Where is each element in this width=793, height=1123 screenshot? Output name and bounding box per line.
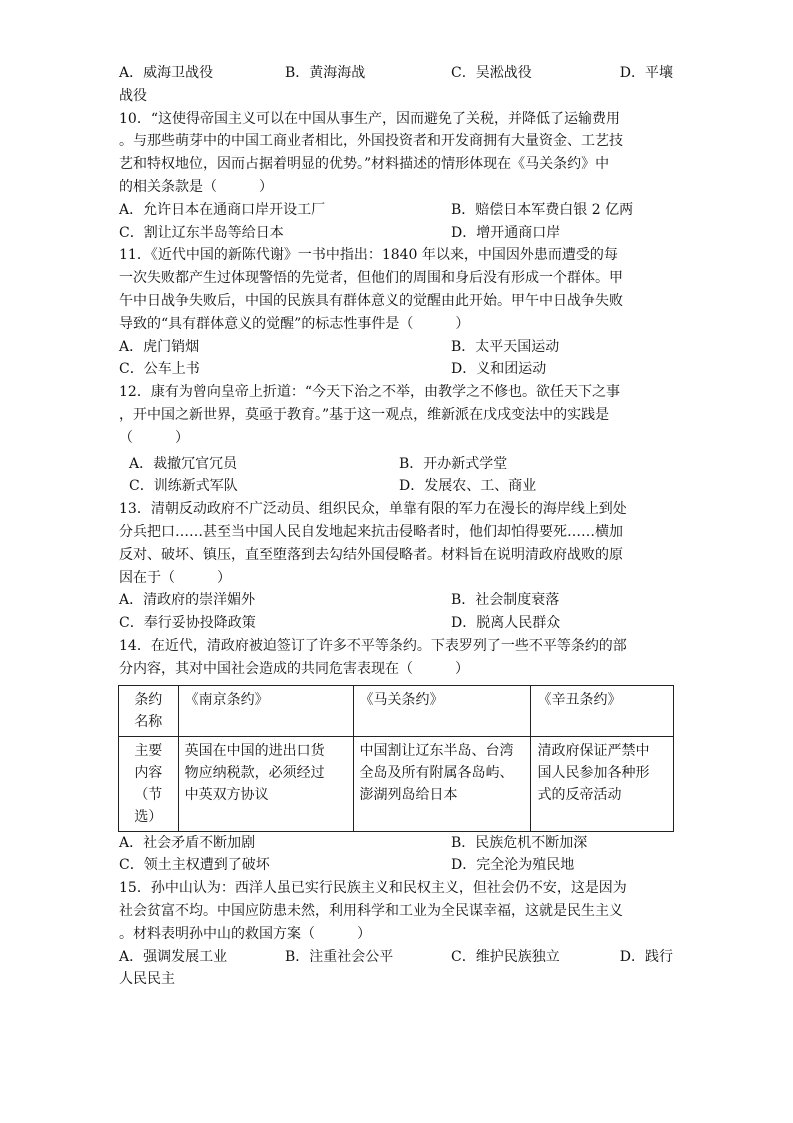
q14-stem-line: 分内容，其对中国社会造成的共同危害表现在（ ） [119,660,469,677]
q14-stem-line: 14．在近代，清政府被迫签订了许多不平等条约。下表罗列了一些不平等条约的部 [119,637,627,654]
question-14 [119,635,673,877]
question-11 [119,244,673,381]
question-10 [119,108,673,245]
q15-option-b[interactable]: B．注重社会公平 [285,948,394,965]
q11-option-d[interactable]: D．义和团运动 [451,361,547,378]
q15-stem-line: 15．孙中山认为：西洋人虽已实行民族主义和民权主义，但社会仍不安，这是因为 [119,880,627,897]
q13-stem-line: 反对、破坏、镇压，直至堕落到去勾结外国侵略者。材料旨在说明清政府战败的原 [119,546,623,563]
q12-option-c[interactable]: C．训练新式军队 [129,478,238,495]
cell-maguan-content [353,736,531,831]
cell-text: 主要 [134,742,163,759]
q15-option-c[interactable]: C．维护民族独立 [451,948,560,965]
cell-text: 国人民参加各种形 [537,764,650,781]
q10-option-b[interactable]: B．赔偿日本军费白银 2 亿两 [451,201,634,218]
table-row [119,685,674,736]
q12-option-b[interactable]: B．开办新式学堂 [399,455,508,472]
cell-nanjing-treaty: 《南京条约》 [178,685,353,736]
q14-option-d[interactable]: D．完全沦为殖民地 [451,857,575,874]
cell-text: 清政府保证严禁中 [537,742,650,759]
cell-maguan-treaty: 《马关条约》 [353,685,531,736]
q9-option-b[interactable]: B．黄海海战 [285,65,366,81]
q14-option-c[interactable]: C．领土主权遭到了破坏 [119,857,270,874]
q13-stem-line: 分兵把口……甚至当中国人民自发地起来抗击侵略者时，他们却怕得要死……横加 [119,523,623,540]
cell-text: （节 [134,786,163,803]
question-13 [119,498,673,635]
q10-option-d[interactable]: D．增开通商口岸 [451,224,561,241]
q13-stem-line: 因在于（ ） [119,569,231,586]
q10-option-c[interactable]: C．割让辽东半岛等给日本 [119,224,284,241]
cell-text: 内容 [134,764,163,781]
cell-xinchou-treaty: 《辛丑条约》 [531,685,674,736]
q10-stem-line: 。与那些萌芽中的中国工商业者相比，外国投资者和开发商拥有大量资金、工艺技 [119,133,623,150]
cell-text: 选） [134,808,163,825]
q12-option-d[interactable]: D．发展农、工、商业 [399,478,537,495]
q9-option-d-continued: 战役 [119,87,147,104]
q9-option-d[interactable]: D．平壤 [619,65,673,81]
q13-option-a[interactable]: A．清政府的崇洋媚外 [119,592,256,609]
q11-stem-line: 午中日战争失败后，中国的民族具有群体意义的觉醒由此开始。甲午中日战争失败 [119,292,623,309]
cell-text: 物应纳税款，必须经过 [184,764,325,781]
q12-stem-line: （ ） [119,429,189,446]
cell-text: 式的反帝活动 [537,786,622,803]
q15-option-a[interactable]: A．强调发展工业 [119,948,228,965]
q13-option-d[interactable]: D．脱离人民群众 [451,615,561,632]
q9-option-c[interactable]: C．吴淞战役 [451,65,532,81]
q11-stem-line: 11．《近代中国的新陈代谢》一书中指出：1840 年以来，中国因外患而遭受的每 [119,247,618,264]
q11-stem-line: 导致的“具有群体意义的觉醒”的标志性事件是（ ） [119,315,470,332]
q12-stem-line: 12．康有为曾向皇帝上折道：“今天下治之不举，由教学之不修也。欲任天下之事 [119,384,620,401]
q11-option-b[interactable]: B．太平天国运动 [451,338,560,355]
q10-stem-line: 10．“这使得帝国主义可以在中国从事生产，因而避免了关税，并降低了运输费用 [119,110,620,127]
q13-stem-line: 13．清朝反动政府不广泛动员、组织民众，单靠有限的军力在漫长的海岸线上到处 [119,501,627,518]
q11-option-a[interactable]: A．虎门销烟 [119,338,200,355]
table-row [119,736,674,831]
q13-option-c[interactable]: C．奉行妥协投降政策 [119,615,256,632]
cell-text: 全岛及所有附属各岛屿、 [359,764,514,781]
q12-option-a[interactable]: A．裁撤冗官冗员 [129,455,238,472]
question-12 [119,381,673,498]
q11-stem-line: 一次失败都产生过体现警悟的先觉者，但他们的周围和身后没有形成一个群体。甲 [119,270,623,287]
q13-option-b[interactable]: B．社会制度衰落 [451,592,560,609]
row-header-treaty-name [119,685,179,736]
q15-stem-line: 。材料表明孙中山的救国方案（ ） [119,925,371,942]
q10-stem-line: 的相关条款是（ ） [119,178,273,195]
q9-options [119,62,673,85]
q15-option-d[interactable]: D．践行 [619,948,673,965]
q9-option-a[interactable]: A．威海卫战役 [119,65,214,81]
exam-page [119,62,673,991]
cell-text: 名称 [134,713,163,730]
cell-text: 中英双方协议 [184,786,269,803]
cell-text: 中国割让辽东半岛、台湾 [359,742,514,759]
cell-text: 澎湖列岛给日本 [359,786,458,803]
row-header-main-content [119,736,179,831]
cell-nanjing-content [178,736,353,831]
cell-xinchou-content [531,736,674,831]
treaty-table [118,685,674,832]
question-15 [119,877,673,991]
q12-stem-line: ，开中国之新世界，莫亟于教育。”基于这一观点，维新派在戊戌变法中的实践是 [119,406,610,423]
q14-option-a[interactable]: A．社会矛盾不断加剧 [119,834,256,851]
q15-stem-line: 社会贫富不均。中国应防患未然，利用科学和工业为全民谋幸福，这就是民生主义 [119,902,623,919]
q10-stem-line: 艺和特权地位，因而占据着明显的优势。”材料描述的情形体现在《马关条约》中 [119,156,610,173]
cell-text: 条约 [134,691,163,708]
q15-option-d-continued: 人民民主 [119,971,175,988]
q10-option-a[interactable]: A．允许日本在通商口岸开设工厂 [119,201,326,218]
cell-text: 英国在中国的进出口货 [184,742,325,759]
q11-option-c[interactable]: C．公车上书 [119,361,200,378]
q14-option-b[interactable]: B．民族危机不断加深 [451,834,588,851]
